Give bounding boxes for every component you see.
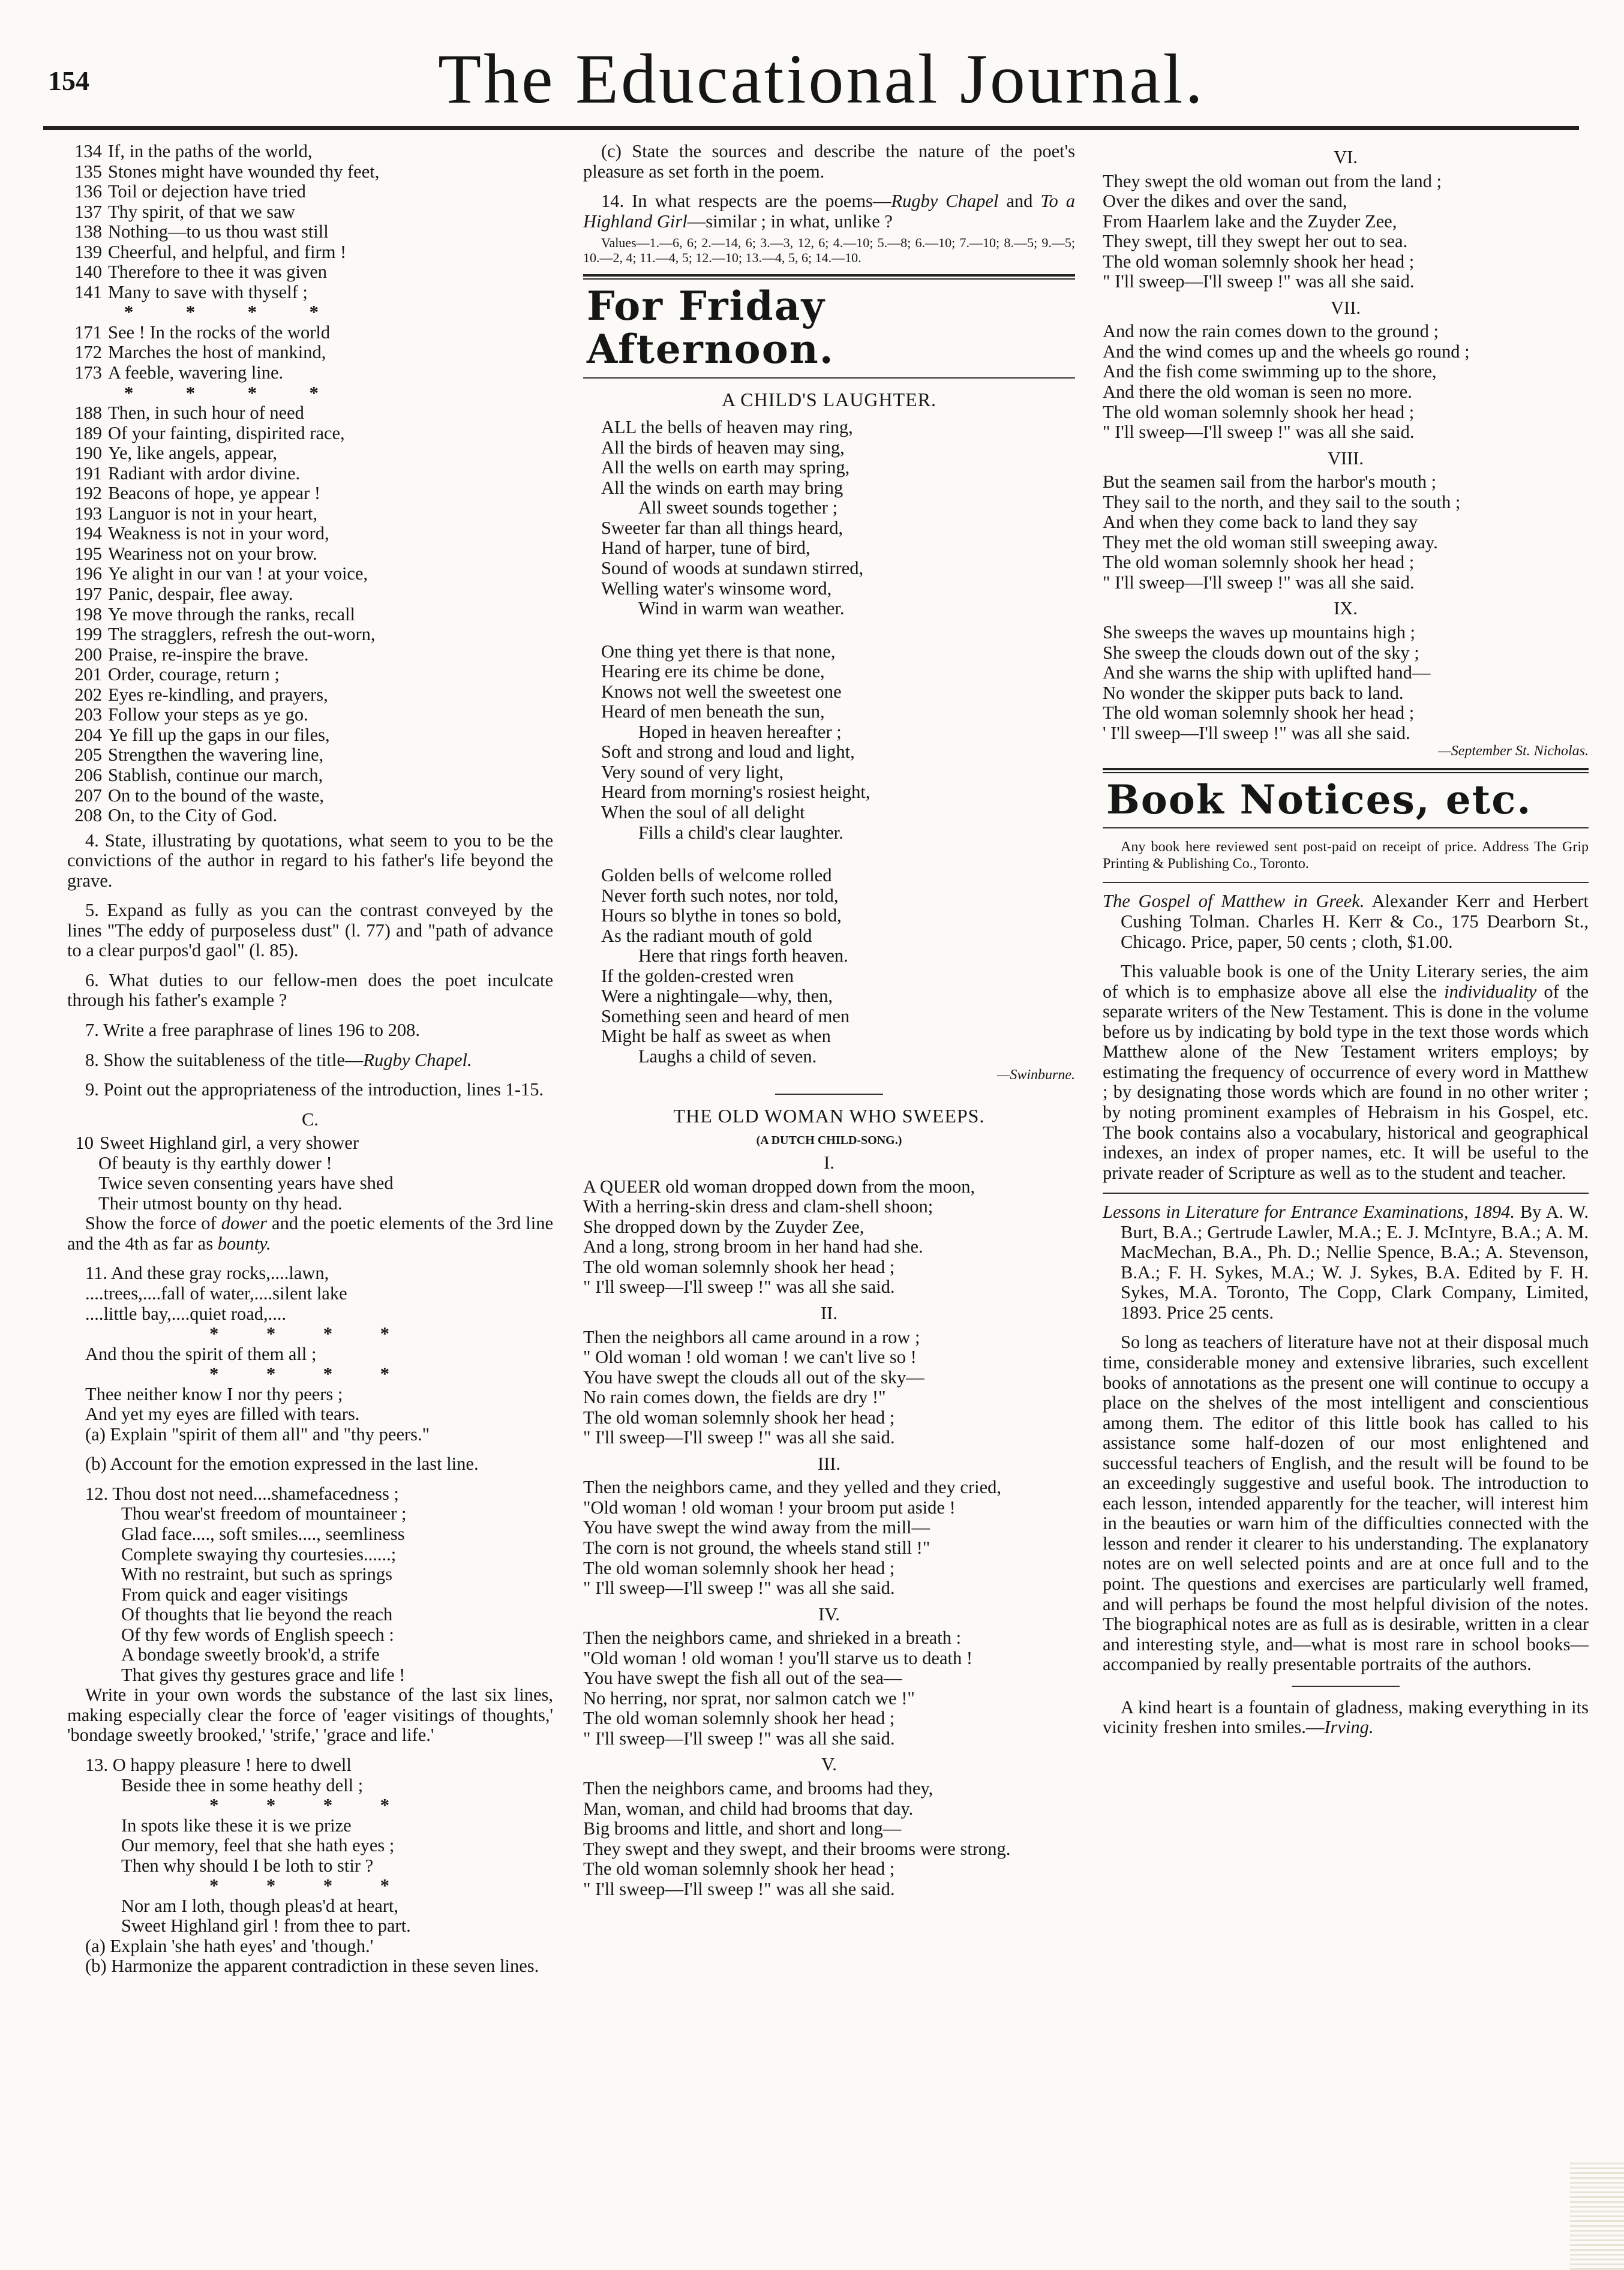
- verse-line: " I'll sweep—I'll sweep !" was all she said.: [583, 1878, 895, 1899]
- verse-line: ....trees,....fall of water,....silent lake: [85, 1283, 347, 1304]
- verse-line: ' I'll sweep—I'll sweep !" was all she said.: [1103, 722, 1410, 743]
- poem-title: THE OLD WOMAN WHO SWEEPS.: [673, 1104, 985, 1127]
- verse-line: Our memory, feel that she hath eyes ;: [121, 1835, 395, 1856]
- line-text: Weakness is not in your word,: [108, 523, 329, 544]
- verse-line: The old woman solemnly shook her head ;: [583, 1858, 895, 1879]
- line-number: 189: [74, 422, 102, 443]
- question-12-lines: [67, 1484, 553, 1685]
- column-left: [67, 142, 553, 1986]
- numbered-line: [67, 524, 553, 544]
- verse-line: Over the dikes and over the sand,: [1103, 191, 1347, 212]
- book-2-entry: Lessons in Literature for Entrance Examinations, 1894. By A. W. Burt, B.A.; Gertrude Lawler, M.A.; E. J. McIntyre, B.A.; A. M. MacMechan, B.A., Ph. D.; Nellie Spence, B.A.; A. Stevenson, B.A.; F. H. Sykes, M.A.; W. J. Sykes, B.A. Edited by F. H. Sykes, M.A. Toronto, The Copp, Clark Company, Limited, 1893. Price 25 cents.: [1103, 1202, 1589, 1323]
- verse-line: All the wells on earth may spring,: [601, 457, 850, 478]
- poem-subtitle: (A DUTCH CHILD-SONG.): [756, 1134, 902, 1148]
- question-4: 4. State, illustrating by quotations, what seem to you to be the convictions of the author in regard to his father's life beyond the grave.: [67, 830, 553, 891]
- page-number: 154: [48, 65, 89, 96]
- line-text: Praise, re-inspire the brave.: [108, 644, 309, 665]
- separator-rule: [1292, 1686, 1400, 1687]
- line-text: Stones might have wounded thy feet,: [108, 161, 380, 182]
- numbered-line: [67, 504, 553, 524]
- verse-line: With no restraint, but such as springs: [121, 1564, 392, 1585]
- section-rule: [583, 274, 1075, 280]
- verse-line: And a long, strong broom in her hand had she.: [583, 1236, 923, 1257]
- verse-line: Complete swaying thy courtesies......;: [121, 1544, 397, 1565]
- poem-lines-b: [67, 323, 553, 383]
- verse-line: Thou wear'st freedom of mountaineer ;: [121, 1503, 407, 1524]
- verse-line: Heard of men beneath the sun,: [601, 701, 825, 722]
- line-number: 173: [74, 362, 102, 383]
- verse-line: With a herring-skin dress and clam-shell shoon;: [583, 1196, 933, 1217]
- verse-line: If the golden-crested wren: [601, 965, 794, 986]
- line-text: See ! In the rocks of the world: [108, 322, 331, 343]
- line-text: Ye fill up the gaps in our files,: [108, 724, 330, 745]
- verse-line: The old woman solemnly shook her head ;: [583, 1557, 895, 1578]
- question-13-lines-3: [67, 1896, 553, 1936]
- verse-line: Knows not well the sweetest one: [601, 681, 842, 702]
- verse-line: Twice seven consenting years have shed: [98, 1173, 394, 1194]
- verse-line: And when they come back to land they say: [1103, 512, 1418, 533]
- line-text: Marches the host of mankind,: [108, 342, 326, 363]
- ellipsis-stars: * * * *: [209, 1795, 411, 1816]
- stanza-number: IX.: [1334, 598, 1358, 619]
- line-number: 190: [74, 443, 102, 464]
- verse-line: " Old woman ! old woman ! we can't live so !: [583, 1347, 917, 1368]
- heading-rule: [583, 377, 1075, 379]
- verse-line: They sail to the north, and they sail to the south ;: [1103, 491, 1461, 512]
- question-11b: (b) Account for the emotion expressed in the last line.: [85, 1454, 479, 1475]
- section-c-heading: C.: [302, 1109, 319, 1130]
- question-10: 10 Sweet Highland girl, a very shower Of beauty is thy earthly dower ! Twice seven consenting years have shed Their utmost bounty on thy head.: [67, 1133, 553, 1214]
- verse-line: Welling water's winsome word,: [601, 578, 832, 599]
- verse-line: Their utmost bounty on thy head.: [98, 1193, 343, 1214]
- ellipsis-stars: * * * *: [209, 1323, 411, 1344]
- numbered-line: [67, 142, 553, 162]
- poem-lines-a: [67, 142, 553, 302]
- numbered-line: [67, 182, 553, 202]
- line-number: 138: [74, 221, 102, 242]
- question-13c: (c) State the sources and describe the nature of the poet's pleasure as set forth in the poem.: [583, 141, 1075, 182]
- line-text: Languor is not in your heart,: [108, 503, 317, 524]
- question-11a: (a) Explain "spirit of them all" and "thy peers.": [85, 1424, 430, 1445]
- verse-line: In spots like these it is we prize: [121, 1815, 352, 1836]
- question-8: 8. Show the suitableness of the title—Rugby Chapel.: [85, 1049, 472, 1070]
- numbered-line: [67, 624, 553, 645]
- verse-line: Then the neighbors came, and they yelled and they cried,: [583, 1477, 1002, 1498]
- section-heading-book-notices: Book Notices, etc.: [1106, 776, 1532, 823]
- line-number: 198: [74, 603, 102, 624]
- numbered-line: [67, 363, 553, 383]
- poem-stanza-2: [583, 642, 1075, 843]
- verse-line: The old woman solemnly shook her head ;: [1103, 251, 1415, 272]
- numbered-line: [67, 323, 553, 343]
- line-number: 171: [74, 322, 102, 343]
- numbered-line: [67, 786, 553, 806]
- poem-sections: [583, 1153, 1075, 1899]
- verse-line: 11. And these gray rocks,....lawn,: [85, 1263, 329, 1284]
- numbered-line: [67, 564, 553, 584]
- question-13-lines: [67, 1755, 553, 1795]
- verse-line: And the fish come swimming up to the shore,: [1103, 361, 1437, 382]
- verse-line: The old woman solemnly shook her head ;: [583, 1708, 895, 1729]
- line-text: Ye, like angels, appear,: [108, 443, 277, 464]
- line-text: Order, courage, return ;: [108, 664, 280, 685]
- stanza-number: IV.: [818, 1604, 840, 1625]
- line-text: Eyes re-kindling, and prayers,: [108, 684, 328, 705]
- verse-line: You have swept the clouds all out of the sky—: [583, 1367, 924, 1388]
- column-right: [1103, 142, 1589, 1747]
- line-text: Radiant with ardor divine.: [108, 463, 301, 484]
- verse-line: " I'll sweep—I'll sweep !" was all she said.: [1103, 572, 1415, 593]
- line-text: Then, in such hour of need: [108, 403, 304, 424]
- numbered-line: [67, 222, 553, 242]
- line-text: On to the bound of the waste,: [108, 785, 324, 806]
- stanza-number: II.: [821, 1302, 837, 1323]
- line-number: 191: [74, 463, 102, 484]
- separator-rule: [775, 1094, 883, 1095]
- ellipsis-stars: * * * *: [124, 382, 343, 403]
- verse-line: Of beauty is thy earthly dower !: [98, 1152, 332, 1173]
- stanza-number: VI.: [1334, 147, 1358, 167]
- verse-line: Sound of woods at sundawn stirred,: [601, 557, 864, 578]
- line-text: Beacons of hope, ye appear !: [108, 483, 320, 504]
- numbered-line: [67, 705, 553, 725]
- line-number: 206: [74, 764, 102, 785]
- numbered-line: [67, 725, 553, 746]
- line-number: 172: [74, 342, 102, 363]
- verse-line: You have swept the wind away from the mill—: [583, 1517, 930, 1538]
- verse-line: Fills a child's clear laughter.: [638, 822, 843, 843]
- verse-line: They swept the old woman out from the land ;: [1103, 170, 1442, 191]
- numbered-line: [67, 343, 553, 363]
- line-text: On, to the City of God.: [108, 805, 278, 826]
- verse-line: "Old woman ! old woman ! your broom put aside !: [583, 1497, 956, 1518]
- verse-line: Hoped in heaven hereafter ;: [638, 721, 842, 742]
- line-number: 137: [74, 201, 102, 222]
- numbered-line: [67, 584, 553, 605]
- verse-line: And yet my eyes are filled with tears.: [85, 1404, 360, 1425]
- verse-line: A bondage sweetly brook'd, a strife: [121, 1644, 380, 1665]
- question-9: 9. Point out the appropriateness of the introduction, lines 1-15.: [85, 1079, 544, 1100]
- line-number: 136: [74, 181, 102, 202]
- verse-line: ALL the bells of heaven may ring,: [601, 417, 853, 438]
- line-text: A feeble, wavering line.: [108, 362, 284, 383]
- line-number: 193: [74, 503, 102, 524]
- numbered-line: [67, 765, 553, 786]
- numbered-line: [67, 745, 553, 765]
- column-middle: [583, 142, 1075, 1899]
- line-text: Stablish, continue our march,: [108, 764, 323, 785]
- verse-line: Then the neighbors came, and brooms had they,: [583, 1778, 933, 1798]
- verse-line: She dropped down by the Zuyder Zee,: [583, 1216, 864, 1237]
- line-number: 134: [74, 141, 102, 161]
- verse-line: Big brooms and little, and short and long—: [583, 1818, 902, 1839]
- verse-line: When the soul of all delight: [601, 802, 805, 822]
- verse-line: They swept, till they swept her out to sea.: [1103, 231, 1408, 252]
- verse-line: Something seen and heard of men: [601, 1005, 850, 1026]
- line-number: 192: [74, 483, 102, 504]
- question-11-lines: [67, 1263, 553, 1324]
- poem-lines-c: [67, 403, 553, 825]
- verse-line: Of thoughts that lie beyond the reach: [121, 1604, 393, 1625]
- verse-line: That gives thy gestures grace and life !: [121, 1664, 406, 1685]
- stanza-number: III.: [817, 1453, 841, 1474]
- verse-line: Never forth such notes, nor told,: [601, 885, 839, 906]
- question-13-lines-2: [67, 1816, 553, 1876]
- numbered-line: [67, 424, 553, 444]
- line-text: Weariness not on your brow.: [108, 543, 317, 564]
- stanza-number: VII.: [1331, 297, 1361, 318]
- ellipsis-stars: * * * *: [209, 1875, 411, 1896]
- line-number: 140: [74, 262, 102, 283]
- book-2-review: So long as teachers of literature have not at their disposal much time, considerable money and extensive libraries, such excellent books of annotations as the present one will continue to occupy a place on the shelves of the most intelligent and conscientious among them. The editor of this little book has called to his assistance some half-dozen of our most enlightened and successful teachers of English, and the result will be found to be an exceedingly suggestive and useful book. The introduction to each lesson, intended apparently for the teacher, will interest him in the beauties or warn him of the difficulties connected with the lesson and render it clearer to his understanding. The explanatory notes are on well selected points and are at once full and to the point. The questions and exercises are particularly well framed, and will perhaps be found the most helpful division of the notes. The biographical notes are as full as is desirable, written in a clear and interesting style, and—what is most rare in school books—accompanied by really presentable portraits of the authors.: [1103, 1332, 1589, 1675]
- verse-line: A QUEER old woman dropped down from the moon,: [583, 1176, 975, 1197]
- question-13b: (b) Harmonize the apparent contradiction in these seven lines.: [85, 1956, 539, 1977]
- verse-line: Wind in warm wan weather.: [638, 598, 845, 619]
- verse-line: Might be half as sweet as when: [601, 1026, 831, 1047]
- line-number: 201: [74, 664, 102, 685]
- line-text: The stragglers, refresh the out-worn,: [108, 624, 376, 645]
- line-number: 199: [74, 624, 102, 645]
- line-number: 139: [74, 241, 102, 262]
- verse-line: Hearing ere its chime be done,: [601, 661, 825, 682]
- verse-line: Soft and strong and loud and light,: [601, 741, 855, 762]
- verse-line: One thing yet there is that none,: [601, 641, 836, 662]
- verse-line: And the wind comes up and the wheels go round ;: [1103, 341, 1470, 362]
- numbered-line: [67, 605, 553, 625]
- verse-line: The old woman solemnly shook her head ;: [583, 1407, 895, 1428]
- verse-line: And there the old woman is seen no more.: [1103, 382, 1412, 403]
- line-number: 200: [74, 644, 102, 665]
- line-number: 204: [74, 724, 102, 745]
- verse-line: They swept and they swept, and their brooms were strong.: [583, 1838, 1011, 1859]
- numbered-line: [67, 242, 553, 263]
- line-text: Follow your steps as ye go.: [108, 704, 308, 725]
- stanza-number: VIII.: [1327, 448, 1364, 469]
- verse-line: Were a nightingale—why, then,: [601, 986, 833, 1007]
- numbered-line: [67, 645, 553, 665]
- verse-line: Nor am I loth, though pleas'd at heart,: [121, 1895, 399, 1916]
- line-number: 207: [74, 785, 102, 806]
- poem-stanza-1: [583, 418, 1075, 618]
- review-rule: [1103, 1193, 1589, 1194]
- verse-line: You have swept the fish all out of the sea—: [583, 1668, 902, 1689]
- stanza-number: I.: [824, 1152, 834, 1173]
- question-10-ask: Show the force of dower and the poetic elements of the 3rd line and the 4th as far as bounty.: [67, 1213, 554, 1254]
- verse-line: The old woman solemnly shook her head ;: [1103, 552, 1415, 573]
- verse-line: She sweep the clouds down out of the sky ;: [1103, 642, 1419, 663]
- header-rule: [43, 126, 1579, 130]
- verse-line: Hours so blythe in tones so bold,: [601, 905, 842, 926]
- numbered-line: [67, 544, 553, 565]
- line-number: 203: [74, 704, 102, 725]
- verse-line: Then the neighbors all came around in a row ;: [583, 1326, 920, 1347]
- verse-line: All sweet sounds together ;: [638, 497, 838, 518]
- verse-line: "Old woman ! old woman ! you'll starve us to death !: [583, 1647, 973, 1668]
- verse-line: They met the old woman still sweeping away.: [1103, 532, 1438, 553]
- verse-line: " I'll sweep—I'll sweep !" was all she said.: [583, 1728, 895, 1749]
- verse-line: As the radiant mouth of gold: [601, 925, 812, 946]
- poem-attribution: —Swinburne.: [996, 1067, 1075, 1083]
- numbered-line: [67, 685, 553, 705]
- verse-line: " I'll sweep—I'll sweep !" was all she said.: [583, 1578, 895, 1599]
- verse-line: The corn is not ground, the wheels stand still !": [583, 1537, 930, 1558]
- numbered-line: [67, 262, 553, 283]
- verse-line: No rain comes down, the fields are dry !": [583, 1387, 886, 1408]
- question-13a: (a) Explain 'she hath eyes' and 'though.': [85, 1935, 374, 1956]
- verse-line: Beside thee in some heathy dell ;: [121, 1774, 364, 1795]
- verse-line: All the birds of heaven may sing,: [601, 437, 845, 458]
- line-number: 208: [74, 805, 102, 826]
- verse-line: No wonder the skipper puts back to land.: [1103, 682, 1404, 703]
- line-number: 197: [74, 584, 102, 605]
- closing-quote: A kind heart is a fountain of gladness, making everything in its vicinity freshen into smiles.—Irving.: [1103, 1697, 1589, 1738]
- book-1-review: This valuable book is one of the Unity Literary series, the aim of which is to emphasize above all else the individuality of the separate writers of the New Testament. This is done in the volume before us by indicating by bold type in the text those words which Matthew alone of the New Testament writers employs; by estimating the frequency of occurrence of every word in Matthew ; by designating those words which are found in no other writer ; by noting prominent examples of Hebraism in his Gospel, etc. The book contains also a vocabulary, historical and geographical indexes, an index of proper names, etc. It will be useful to the private reader of Scripture as well as to the student and teacher.: [1103, 961, 1589, 1183]
- verse-line: " I'll sweep—I'll sweep !" was all she said.: [1103, 422, 1415, 443]
- line-number: 195: [74, 543, 102, 564]
- verse-line: Man, woman, and child had brooms that day.: [583, 1798, 914, 1819]
- line-number: 194: [74, 523, 102, 544]
- ellipsis-stars: * * * *: [124, 302, 343, 323]
- section-rule: [1103, 768, 1589, 773]
- question-14: 14. In what respects are the poems—Rugby Chapel and To a Highland Girl—similar ; in what, unlike ?: [583, 191, 1076, 232]
- question-10-lines: [67, 1154, 553, 1214]
- line-text: Toil or dejection have tried: [108, 181, 306, 202]
- verse-line: The old woman solemnly shook her head ;: [583, 1256, 895, 1277]
- verse-line: And she warns the ship with uplifted hand—: [1103, 662, 1431, 683]
- poem-title: A CHILD'S LAUGHTER.: [721, 388, 937, 410]
- line-number: 141: [74, 281, 102, 302]
- verse-line: 12. Thou dost not need....shamefacedness ;: [85, 1483, 399, 1504]
- line-text: Thy spirit, of that we saw: [108, 201, 295, 222]
- verse-line: Hand of harper, tune of bird,: [601, 538, 811, 559]
- verse-line: But the seamen sail from the harbor's mouth ;: [1103, 472, 1437, 493]
- poem-sections-continued: [1103, 148, 1589, 743]
- line-number: 188: [74, 403, 102, 424]
- line-text: Ye move through the ranks, recall: [108, 603, 355, 624]
- verse-line: Of thy few words of English speech :: [121, 1624, 394, 1645]
- line-text: Nothing—to us thou wast still: [108, 221, 329, 242]
- numbered-line: [67, 162, 553, 182]
- stanza-number: V.: [821, 1754, 837, 1775]
- line-text: Panic, despair, flee away.: [108, 584, 293, 605]
- verse-line: All the winds on earth may bring: [601, 477, 843, 498]
- verse-line: Thee neither know I nor thy peers ;: [85, 1383, 343, 1404]
- question-6: 6. What duties to our fellow-men does the poet inculcate through his father's example ?: [67, 969, 553, 1011]
- numbered-line: [67, 283, 553, 303]
- question-11-lines-end: [67, 1385, 553, 1425]
- verse-line: " I'll sweep—I'll sweep !" was all she said.: [583, 1277, 895, 1298]
- verse-line: ....little bay,....quiet road,....: [85, 1303, 287, 1324]
- verse-line: From Haarlem lake and the Zuyder Zee,: [1103, 211, 1397, 232]
- line-number: 202: [74, 684, 102, 705]
- numbered-line: [67, 403, 553, 424]
- question-values: Values—1.—6, 6; 2.—14, 6; 3.—3, 12, 6; 4.—10; 5.—8; 6.—10; 7.—10; 8.—5; 9.—5; 10.—2, 4; 11.—4, 5; 12.—10; 13.—4, 5, 6; 14.—10.: [583, 235, 1075, 266]
- verse-line: Sweeter far than all things heard,: [601, 517, 843, 538]
- verse-line: And now the rain comes down to the ground ;: [1103, 321, 1439, 342]
- verse-line: The old woman solemnly shook her head ;: [1103, 702, 1415, 723]
- line-number: 135: [74, 161, 102, 182]
- verse-line: No herring, nor sprat, nor salmon catch we !": [583, 1688, 915, 1708]
- verse-line: Then why should I be loth to stir ?: [121, 1855, 374, 1876]
- numbered-line: [67, 484, 553, 504]
- journal-title: The Educational Journal.: [438, 40, 1205, 118]
- line-number: 196: [74, 563, 102, 584]
- question-11-line: And thou the spirit of them all ;: [85, 1343, 317, 1364]
- numbered-line: [67, 665, 553, 685]
- book-1-entry: The Gospel of Matthew in Greek. Alexander Kerr and Herbert Cushing Tolman. Charles H. Kerr & Co., 175 Dearborn St., Chicago. Price, paper, 50 cents ; cloth, $1.00.: [1103, 891, 1589, 952]
- line-number: 205: [74, 744, 102, 765]
- verse-line: Golden bells of welcome rolled: [601, 865, 832, 886]
- line-text: Cheerful, and helpful, and firm !: [108, 241, 347, 262]
- verse-line: From quick and eager visitings: [121, 1584, 348, 1605]
- verse-line: The old woman solemnly shook her head ;: [1103, 401, 1415, 422]
- section-heading-friday: For Friday Afternoon.: [587, 282, 834, 373]
- verse-line: Sweet Highland girl ! from thee to part.: [121, 1915, 411, 1936]
- verse-line: Then the neighbors came, and shrieked in a breath :: [583, 1628, 962, 1649]
- line-text: Many to save with thyself ;: [108, 281, 308, 302]
- page-edge: [1570, 2162, 1624, 2270]
- line-text: Of your fainting, dispirited race,: [108, 422, 345, 443]
- verse-line: " I'll sweep—I'll sweep !" was all she said.: [583, 1427, 895, 1448]
- line-text: Therefore to thee it was given: [108, 262, 328, 283]
- line-text: Ye alight in our van ! at your voice,: [108, 563, 368, 584]
- verse-line: Very sound of very light,: [601, 761, 784, 782]
- verse-line: Heard from morning's rosiest height,: [601, 782, 870, 803]
- question-7: 7. Write a free paraphrase of lines 196 to 208.: [85, 1019, 421, 1040]
- verse-line: " I'll sweep—I'll sweep !" was all she said.: [1103, 271, 1415, 292]
- question-12-ask: Write in your own words the substance of the last six lines, making especially clear the force of 'eager visitings of thoughts,' 'bondage sweetly brooked,' 'strife,' 'grace and life.': [67, 1685, 553, 1746]
- line-text: Strengthen the wavering line,: [108, 744, 324, 765]
- notice-rule: [1103, 882, 1589, 883]
- verse-line: She sweeps the waves up mountains high ;: [1103, 622, 1415, 643]
- numbered-line: [67, 806, 553, 826]
- numbered-line: [67, 443, 553, 464]
- poem-attribution: —September St. Nicholas.: [1438, 743, 1589, 759]
- numbered-line: [67, 202, 553, 223]
- ellipsis-stars: * * * *: [209, 1364, 411, 1385]
- line-text: If, in the paths of the world,: [108, 141, 313, 161]
- poem-stanza-3: [583, 866, 1075, 1067]
- verse-line: Glad face...., soft smiles...., seemliness: [121, 1524, 405, 1544]
- heading-rule: [1103, 827, 1589, 828]
- numbered-line: [67, 464, 553, 484]
- book-notice-terms: Any book here reviewed sent post-paid on receipt of price. Address The Grip Printing & Publishing Co., Toronto.: [1103, 839, 1589, 872]
- verse-line: Here that rings forth heaven.: [638, 945, 848, 966]
- verse-line: Laughs a child of seven.: [638, 1046, 817, 1067]
- question-5: 5. Expand as fully as you can the contrast conveyed by the lines "The eddy of purposeless dust" (l. 77) and "path of advance to a clear purpos'd gaol" (l. 85).: [67, 900, 553, 961]
- verse-line: 13. O happy pleasure ! here to dwell: [85, 1755, 352, 1776]
